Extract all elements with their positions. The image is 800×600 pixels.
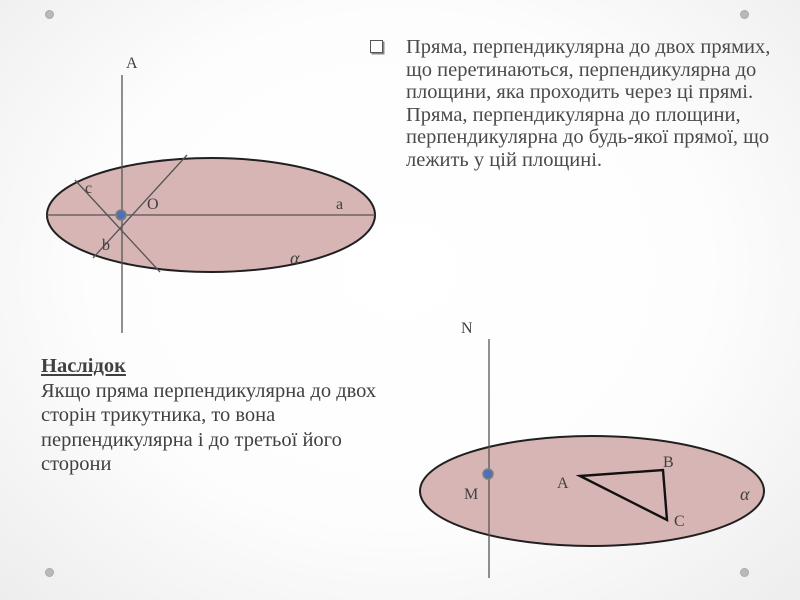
corner-dot-bottom-left <box>45 568 54 577</box>
theorem-paragraph-2: Пряма, перпендикулярна до площини, перпендикулярна до будь-якої прямої, що лежить у цій площині. <box>406 103 770 171</box>
corner-dot-top-right <box>740 10 749 19</box>
theorem-statement <box>370 36 798 171</box>
label-O: O <box>147 196 159 213</box>
theorem-paragraph-1: Пряма, перпендикулярна до двох прямих, що перетинаються, перпендикулярна до площини, яка проходить через ці прямі. <box>406 36 771 103</box>
corollary-block <box>41 354 381 477</box>
label-a: a <box>336 196 344 213</box>
label-alpha-bottom: α <box>740 484 750 504</box>
corollary-text: Якщо пряма перпендикулярна до двох сторін трикутника, то вона перпендикулярна і до третьої його сторони <box>41 379 377 475</box>
label-vertex-A: A <box>557 475 569 492</box>
point-M <box>483 469 493 479</box>
corner-dot-bottom-right <box>740 568 749 577</box>
label-vertex-C: C <box>674 513 685 530</box>
label-alpha-top: α <box>290 248 300 268</box>
label-A: A <box>126 55 138 72</box>
corner-dot-top-left <box>45 10 54 19</box>
label-M: M <box>464 486 479 503</box>
label-b: b <box>102 237 110 254</box>
label-vertex-B: B <box>663 454 674 471</box>
checkbox-bullet-icon <box>370 40 383 53</box>
corollary-heading: Наслідок <box>41 355 126 377</box>
label-N: N <box>461 320 473 337</box>
label-c: c <box>85 180 93 197</box>
